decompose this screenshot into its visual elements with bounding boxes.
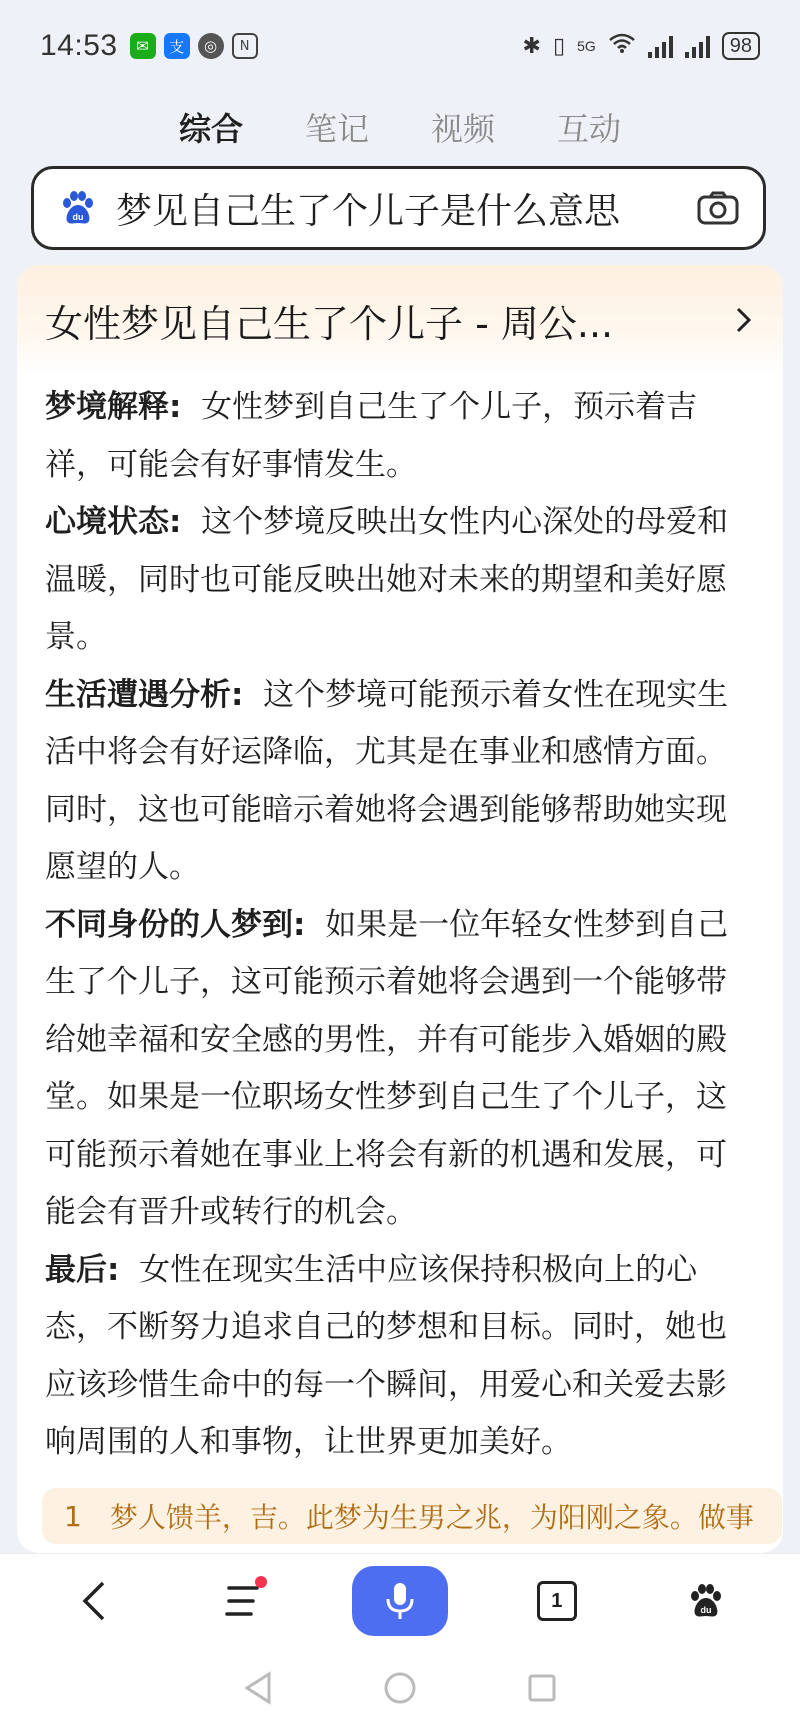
section-label: 梦境解释: [45,389,182,425]
section-label: 心境状态: [45,504,182,540]
result-title[interactable]: 女性梦见自己生了个儿子 - 周公... [45,301,614,346]
bluetooth-icon: ✱ [522,33,541,59]
nfc-icon: N [232,33,258,59]
section-label: 生活遭遇分析: [45,676,244,713]
baidu-paw-icon [58,188,98,228]
search-tabs [0,100,800,154]
section-label: 不同身份的人梦到: [45,906,306,943]
system-nav-bar [0,1648,800,1727]
baidu-paw-icon [686,1581,726,1621]
network-type: 5G [577,38,596,54]
wechat-icon: ✉ [130,33,156,59]
tab-video[interactable]: 视频 [431,110,496,148]
app-notification-icon: ◎ [198,33,224,59]
reference-number: 1 [64,1499,82,1533]
camera-icon[interactable] [697,191,739,225]
system-home-icon[interactable] [383,1671,417,1705]
menu-icon [223,1584,263,1618]
baidu-home-button[interactable] [666,1566,746,1636]
notification-icons [130,33,258,59]
tab-count: 1 [537,1581,577,1621]
alipay-icon: 支 [164,33,190,59]
section-dream-explanation [45,379,755,494]
section-finally [45,1242,755,1472]
section-text: 女性梦到自己生了个儿子，预示着吉祥，可能会有好事情发生。 [45,389,698,483]
status-time: 14:53 [40,29,118,62]
bottom-nav [0,1553,800,1648]
section-text: 女性在现实生活中应该保持积极向上的心态，不断努力追求自己的梦想和目标。同时，她也应该珍惜生命中的每一个瞬间，用爱心和关爱去影响周围的人和事物，让世界更加美好。 [45,1251,727,1460]
section-text: 如果是一位年轻女性梦到自己生了个儿子，这可能预示着她将会遇到一个能够带给她幸福和安全感的男性，并有可能步入婚姻的殿堂。如果是一位职场女性梦到自己生了个儿子，这可能预示着她在事业上将会有新的机遇和发展，可能会有晋升或转行的机会。 [45,906,729,1230]
section-label: 最后: [45,1251,120,1288]
reference-item[interactable] [42,1488,782,1544]
section-mental-state [45,494,755,667]
tab-interaction[interactable]: 互动 [557,110,622,148]
svg-text:du: du [700,1605,712,1615]
status-bar [0,0,800,92]
result-card-header[interactable] [17,265,783,375]
signal-icon-1 [648,34,673,58]
tab-notes[interactable]: 笔记 [304,110,369,148]
vibrate-icon: ▯ [552,33,566,59]
microphone-icon [385,1581,415,1621]
voice-search-button[interactable] [352,1566,448,1636]
signal-icon-2 [685,34,710,58]
chevron-left-icon [79,1579,109,1623]
battery-indicator: 98 [722,32,760,60]
svg-text:du: du [72,212,84,222]
notification-dot [255,1576,267,1588]
system-back-icon[interactable] [243,1671,273,1705]
back-button[interactable] [54,1566,134,1636]
section-text: 这个梦境反映出女性内心深处的母爱和温暖，同时也可能反映出她对未来的期望和美好愿景。 [45,504,729,655]
wifi-icon [608,32,636,60]
result-body [17,375,783,1472]
result-card [17,265,783,1553]
reference-text: 梦人馈羊，吉。此梦为生男之兆，为阳刚之象。做事 [109,1501,754,1534]
section-life-analysis [45,667,755,897]
system-recents-icon[interactable] [527,1673,557,1703]
search-box[interactable] [31,166,766,250]
tab-comprehensive[interactable]: 综合 [178,110,243,148]
chevron-right-icon[interactable] [733,305,755,335]
section-text: 这个梦境可能预示着女性在现实生活中将会有好运降临，尤其是在事业和感情方面。同时，这也可能暗示着她将会遇到能够帮助她实现愿望的人。 [45,676,729,885]
section-different-identities [45,897,755,1242]
tabs-button[interactable] [517,1566,597,1636]
menu-button[interactable] [203,1566,283,1636]
search-input[interactable]: 梦见自己生了个儿子是什么意思 [116,190,621,232]
